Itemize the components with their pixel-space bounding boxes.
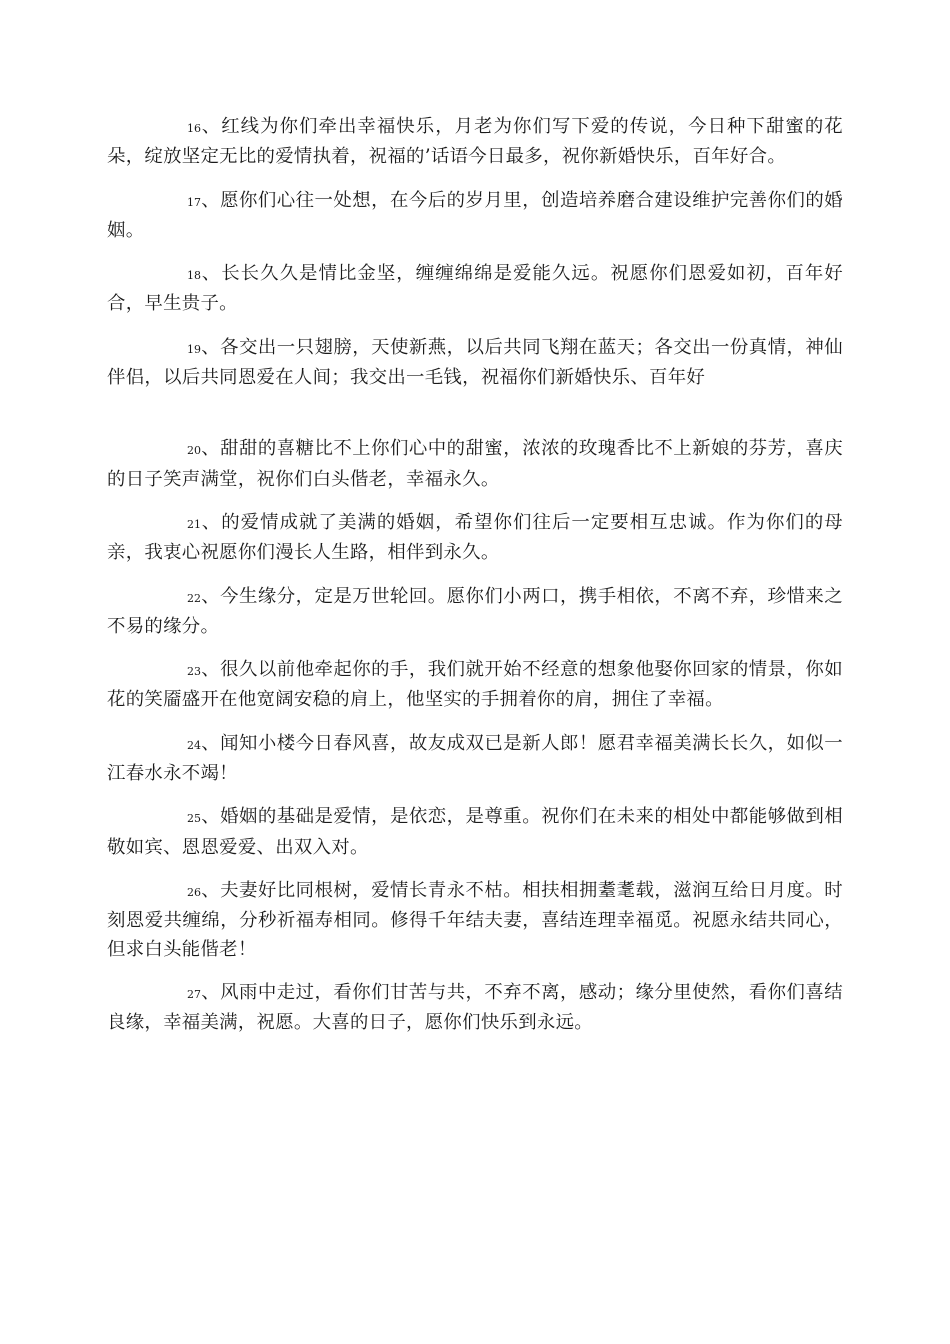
paragraph-number: 25 <box>187 812 201 826</box>
paragraph-number: 22 <box>187 591 201 605</box>
paragraph-text: 、很久以前他牵起你的手，我们就开始不经意的想象他娶你回家的情景，你如花的笑靥盛开在他宽阔安稳的肩上，他坚实的手拥着你的肩，拥住了幸福。 <box>107 659 843 711</box>
paragraph-number: 19 <box>187 342 201 356</box>
paragraph-16 <box>107 113 843 172</box>
paragraph-text: 、夫妻好比同根树，爱情长青永不枯。相扶相拥耋耄载，滋润互给日月度。时刻恩爱共缠绵，分秒祈福寿相同。修得千年结夫妻，喜结连理幸福觅。祝愿永结共同心，但求白头能偕老！ <box>107 879 843 960</box>
paragraph-18 <box>107 260 843 319</box>
paragraph-number: 27 <box>187 987 201 1001</box>
paragraph-number: 16 <box>187 122 201 135</box>
paragraph-text: 、各交出一只翅膀，天使新燕，以后共同飞翔在蓝天；各交出一份真情，神仙伴侣，以后共同恩爱在人间；我交出一毛钱，祝福你们新婚快乐、百年好 <box>107 336 843 389</box>
paragraph-text: 、红线为你们牵出幸福快乐，月老为你们写下爱的传说，今日种下甜蜜的花朵，绽放坚定无比的爱情执着，祝福的’话语今日最多，祝你新婚快乐，百年好合。 <box>107 116 843 168</box>
paragraph-text: 、长长久久是情比金坚，缠缠绵绵是爱能久远。祝愿你们恩爱如初，百年好合，早生贵子。 <box>107 263 843 315</box>
paragraph-17 <box>107 187 843 246</box>
paragraph-21 <box>107 509 843 568</box>
paragraph-text: 、愿你们心往一处想，在今后的岁月里，创造培养磨合建设维护完善你们的婚姻。 <box>107 189 843 241</box>
paragraph-20 <box>107 435 843 494</box>
paragraph-number: 23 <box>187 665 201 679</box>
paragraph-24 <box>107 730 843 789</box>
paragraph-27 <box>107 979 843 1038</box>
paragraph-number: 24 <box>187 738 201 752</box>
paragraph-number: 26 <box>187 885 201 899</box>
paragraph-text: 、甜甜的喜糖比不上你们心中的甜蜜，浓浓的玫瑰香比不上新娘的芬芳，喜庆的日子笑声满堂，祝你们白头偕老，幸福永久。 <box>107 438 843 490</box>
paragraph-number: 17 <box>187 195 201 209</box>
paragraph-19 <box>107 334 843 393</box>
paragraph-25 <box>107 803 843 862</box>
paragraph-22 <box>107 583 843 642</box>
paragraph-23 <box>107 656 843 715</box>
paragraph-text: 、闻知小楼今日春风喜，故友成双已是新人郎！愿君幸福美满长长久，如似一江春水永不竭！ <box>107 732 843 785</box>
paragraph-text: 、风雨中走过，看你们甘苦与共，不弃不离，感动；缘分里使然，看你们喜结良缘，幸福美满，祝愿。大喜的日子，愿你们快乐到永远。 <box>107 981 843 1034</box>
paragraph-26 <box>107 877 843 964</box>
paragraph-text: 、婚姻的基础是爱情，是依恋，是尊重。祝你们在未来的相处中都能够做到相敬如宾、恩恩爱爱、出双入对。 <box>107 806 843 858</box>
paragraph-text: 、今生缘分，定是万世轮回。愿你们小两口，携手相依，不离不弃，珍惜来之不易的缘分。 <box>107 585 843 637</box>
paragraph-text: 、的爱情成就了美满的婚姻，希望你们往后一定要相互忠诚。作为你们的母亲，我衷心祝愿你们漫长人生路，相伴到永久。 <box>107 511 843 564</box>
paragraph-number: 18 <box>187 269 201 283</box>
paragraph-number: 20 <box>187 444 201 458</box>
paragraph-number: 21 <box>187 517 201 531</box>
document-body <box>107 113 843 1037</box>
